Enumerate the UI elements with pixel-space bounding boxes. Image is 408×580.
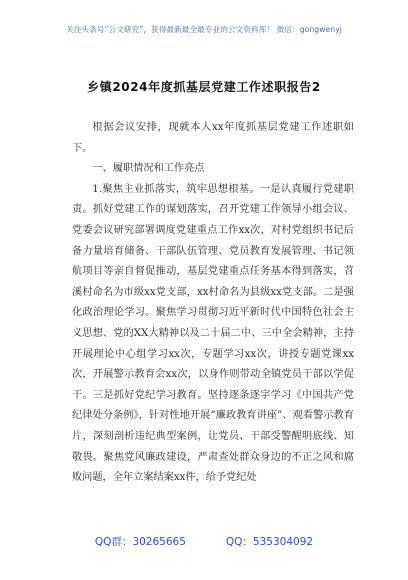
footer-qq-number: QQ：535304092 bbox=[225, 536, 314, 548]
promo-header-banner: 关注头条号“公文研究”，获得最新最全最专业的公文资料库！ 微信：gongwenyj bbox=[66, 25, 342, 34]
body-paragraph: 1.聚焦主业抓落实，筑牢思想根基。一是认真履行党建职责。抓好党建工作的谋划落实，召开党建工作领导小组会议、党委会议研究部署调度党建重点工作xx次，对村党组织书记后备力量培育储备、干部队伍管理、党员教育发展管理、书记领航项目等亲自督促推动，基层党建重点任务基本得到落实，苕溪村命名为市级xx党支部，xx村命名为县级xx党支部。二是强化政治理论学习。聚焦学习贯彻习近平新时代中国特色社会主义思想、党的XX大精神以及二十届二中、三中全会精神，主持开展理论中心组学习xx次，专题学习xx次，讲授专题党课xx次，开展警示教育会xx次，以身作则带动全镇党员干部以学促干。三是抓好党纪学习教育。坚持逐条逐字学习《中国共产党纪律处分条例》，针对性地开展“廉政教育讲座”、观看警示教育片，深刻剖析违纪典型案例，让党员、干部受警醒明底线、知敬畏。聚焦党风廉政建设，严肃查处群众身边的不正之风和腐败问题，全年立案结案xx件，给予党纪处 bbox=[72, 183, 354, 484]
footer-contact bbox=[0, 534, 408, 549]
document-title: 乡镇2024年度抓基层党建工作述职报告2 bbox=[87, 80, 321, 94]
footer-qq-group: QQ群：30265665 bbox=[94, 536, 186, 548]
intro-paragraph: 根据会议安排，现就本人xx年度抓基层党建工作述职如下。 bbox=[72, 122, 354, 154]
section-heading: 一、履职情况和工作亮点 bbox=[92, 163, 205, 175]
document-body bbox=[72, 118, 354, 489]
